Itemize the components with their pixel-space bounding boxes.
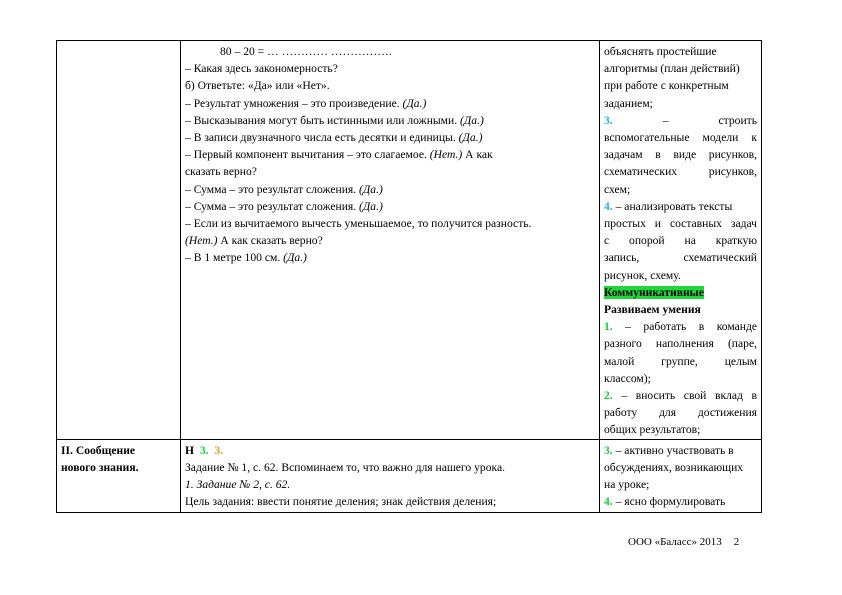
content-cell: [181, 439, 600, 512]
skill-line: 4. – ясно формулировать: [604, 495, 726, 509]
skill-line: алгоритмы (план действий): [604, 62, 740, 76]
skill-line: запись, схематический: [604, 251, 757, 265]
stage-title: II. Сообщение: [61, 443, 136, 457]
skill-line: малой группе, целым: [604, 354, 757, 368]
skill-line: обсуждениях, возникающих: [604, 460, 744, 474]
statement-line: – Если из вычитаемого вычесть уменьшаемое, то получится разность.: [185, 217, 532, 231]
expression-line: 80 – 20 = … ………… …………….: [220, 45, 392, 58]
table-row: [57, 439, 762, 512]
table-row: [57, 41, 762, 440]
stage-cell: [57, 439, 181, 512]
stage-title: нового знания.: [61, 460, 139, 474]
page-footer: [628, 536, 739, 548]
statement-line: – Первый компонент вычитания – это слагаемое. (Нет.) А как: [185, 148, 493, 162]
section-heading: Коммуникативные: [604, 285, 704, 299]
task-line: Цель задания: ввести понятие деления; знак действия деления;: [185, 495, 497, 509]
skill-line: общих результатов;: [604, 423, 701, 437]
skill-line: 2. – вносить свой вклад в: [604, 389, 757, 403]
task-line: Задание № 1, с. 62. Вспоминаем то, что важно для нашего урока.: [185, 460, 505, 474]
skill-line: при работе с конкретным: [604, 79, 729, 93]
skill-line: 4. – анализировать тексты: [604, 199, 733, 213]
statement-line: – Результат умножения – это произведение. (Да.): [185, 96, 427, 110]
skill-line: 3. – активно участвовать в: [604, 443, 734, 457]
skill-line: разного наполнения (паре,: [604, 337, 757, 351]
task-line: 1. Задание № 2, с. 62.: [185, 478, 291, 492]
skill-line: рисунок, схему.: [604, 268, 681, 282]
subheading: Развиваем умения: [604, 303, 701, 317]
statement-line: – Высказывания могут быть истинными или ложными. (Да.): [185, 113, 484, 127]
skill-line: 3. – строить: [604, 113, 757, 127]
statement-line: (Нет.) А как сказать верно?: [185, 234, 323, 248]
statement-line: – В записи двузначного числа есть десятки и единицы. (Да.): [185, 131, 483, 145]
skills-cell: [600, 439, 762, 512]
skill-line: вспомогательные модели к: [604, 131, 757, 145]
skill-line: объяснять простейшие: [604, 45, 717, 58]
task-header: Н 3. 3.: [185, 443, 224, 457]
skill-line: классом);: [604, 371, 651, 385]
footer-company: ООО «Баласс» 2013: [628, 536, 722, 548]
page-number: 2: [733, 536, 740, 548]
stage-cell: [57, 41, 181, 440]
content-cell: [181, 41, 600, 440]
skill-line: заданием;: [604, 96, 653, 110]
statement-line: – В 1 метре 100 см. (Да.): [185, 251, 307, 265]
question-line: – Какая здесь закономерность?: [185, 62, 338, 76]
skill-line: на уроке;: [604, 478, 650, 492]
skill-line: простых и составных задач: [604, 217, 757, 231]
statement-line: – Сумма – это результат сложения. (Да.): [185, 199, 383, 213]
skill-line: схем;: [604, 182, 631, 196]
statement-line: сказать верно?: [185, 165, 257, 179]
skill-line: 1. – работать в команде: [604, 320, 757, 334]
skill-line: схематических рисунков,: [604, 165, 757, 179]
skill-line: с опорой на краткую: [604, 234, 757, 248]
statement-line: – Сумма – это результат сложения. (Да.): [185, 182, 383, 196]
skills-cell: [600, 41, 762, 440]
skill-line: работу для достижения: [604, 406, 757, 420]
instruction-line: б) Ответьте: «Да» или «Нет».: [185, 79, 330, 93]
lesson-table: [56, 40, 762, 513]
skill-line: задачам в виде рисунков,: [604, 148, 757, 162]
